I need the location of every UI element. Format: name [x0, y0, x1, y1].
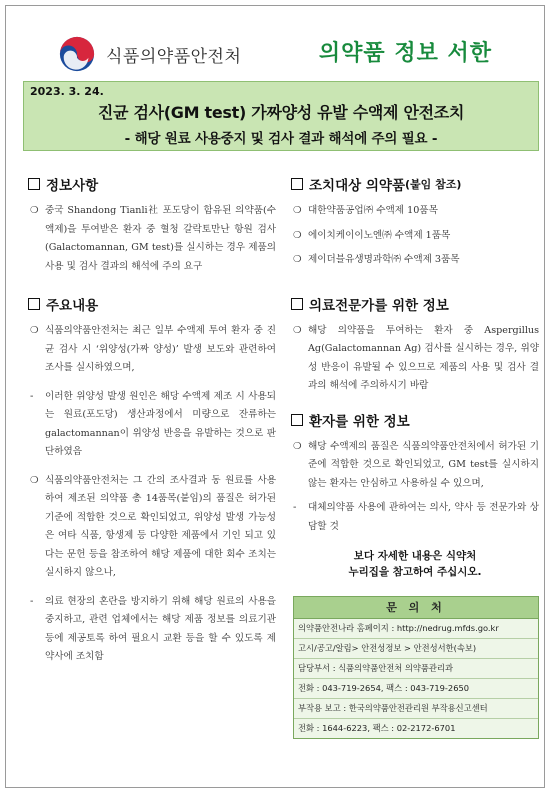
contact-row: 고시/공고/알림> 안전성정보 > 안전성서한(속보): [294, 639, 538, 659]
section-patients-heading: 환자를 위한 정보: [291, 410, 539, 430]
contact-row: 의약품안전나라 홈페이지 : http://nedrug.mfds.go.kr: [294, 619, 538, 639]
professional-item: ❍ 해당 의약품을 투여하는 환자 중 Aspergillus Ag(Galactomannan Ag) 검사를 실시하는 경우, 위양성 반응이 유발될 수 있으므로 제품의 사용 및 검사 결과의 해석에 주의하시기 바람: [291, 322, 539, 396]
page-title: 진균 검사(GM test) 가짜양성 유발 수액제 안전조치: [97, 103, 465, 122]
section-info-heading: 정보사항: [28, 174, 276, 194]
website-notice: 보다 자세한 내용은 식약처 누리집을 참고하여 주십시오.: [348, 550, 482, 578]
section-main-heading: 주요내용: [28, 294, 276, 314]
contact-row: 전화 : 043-719-2654, 팩스 : 043-719-2650: [294, 679, 538, 699]
info-item: ❍ 중국 Shandong Tianli社 포도당이 함유된 의약품(수액제)을 투여받은 환자 중 혈청 갈락토만난 항원 검사(Galactomannan, GM test)를 실시하는 경우 제품의 사용 및 검사 결과의 해석에 주의 요구: [28, 202, 276, 276]
checkbox-square-icon: [291, 414, 303, 426]
header-logo: [58, 34, 241, 74]
target-item: ❍ 대한약품공업㈜ 수액제 10품목: [291, 202, 539, 221]
contact-row: 부작용 보고 : 한국의약품안전관리원 부작용신고센터: [294, 699, 538, 719]
target-item: ❍ 에이치케이이노엔㈜ 수액제 1품목: [291, 227, 539, 246]
document-type: 의약품 정보 서한: [318, 41, 492, 66]
contact-row: 담당부서 : 식품의약품안전처 의약품관리과: [294, 659, 538, 679]
main-item: ❍ 식품의약품안전처는 그 간의 조사결과 동 원료를 사용하여 제조된 의약품 총 14품목(붙임)의 품질은 허가된 기준에 적합한 것으로 확인되었고, 위양성 발생 가능성은 여타 식품, 항생제 등 다양한 제품에서 기인 되고 있다는 문헌 등을 참조하여 해당 제품에 대한 회수 조치는 실시하지 않으나,: [30, 474, 276, 578]
contact-row: 전화 : 1644-6223, 팩스 : 02-2172-6701: [294, 719, 538, 738]
circle-bullet-icon: ❍: [293, 254, 302, 265]
checkbox-square-icon: [291, 178, 303, 190]
checkbox-square-icon: [28, 298, 40, 310]
target-item: ❍ 제이더블유생명과학㈜ 수액제 3품목: [291, 251, 539, 270]
left-column: [28, 174, 276, 667]
patient-item: ❍ 해당 수액제의 품질은 식품의약품안전처에서 허가된 기준에 적합한 것으로 확인되었고, GM test를 실시하지 않는 환자는 안심하고 사용하실 수 있으며,: [293, 440, 539, 489]
circle-bullet-icon: ❍: [293, 205, 302, 216]
contact-heading: 문 의 처: [294, 597, 538, 619]
title-box: [23, 81, 539, 151]
patient-item: - 대체의약품 사용에 관하여는 의사, 약사 등 전문가와 상담할 것: [293, 502, 539, 532]
main-item: ❍ 식품의약품안전처는 최근 일부 수액제 투여 환자 중 진균 검사 시 ‘위양성(가짜 양성)’ 발생 보도와 관련하여 조사를 실시하였으며,: [30, 325, 276, 373]
checkbox-square-icon: [28, 178, 40, 190]
section-professionals-heading: 의료전문가를 위한 정보: [291, 294, 539, 314]
main-item: - 의료 현장의 혼란을 방지하기 위해 해당 원료의 사용을 중지하고, 관련 업체에서는 해당 제품 정보를 의료기관 등에 제공토록 하여 필요시 교환 등을 할 수 있도록 제약사에 조치함: [30, 595, 276, 662]
main-item: - 이러한 위양성 발생 원인은 해당 수액제 제조 시 사용되는 원료(포도당) 생산과정에서 미량으로 잔류하는 galactomannan이 위양성 반응을 유발하는 것으로 판단하였음: [30, 390, 276, 457]
page-frame: [5, 5, 545, 788]
issue-date: 2023. 3. 24.: [30, 85, 104, 98]
section-targets-heading: 조치대상 의약품 (붙임 참조): [291, 174, 539, 194]
contact-box: [293, 596, 539, 739]
circle-bullet-icon: ❍: [293, 229, 302, 241]
org-name: 식품의약품안전처: [106, 46, 242, 67]
circle-bullet-icon: ❍: [293, 324, 302, 336]
circle-bullet-icon: ❍: [30, 205, 39, 216]
government-emblem-icon: [58, 35, 96, 73]
right-column: [291, 174, 539, 739]
page-subtitle: - 해당 원료 사용중지 및 검사 결과 해석에 주의 필요 -: [124, 131, 438, 147]
checkbox-square-icon: [291, 298, 303, 310]
